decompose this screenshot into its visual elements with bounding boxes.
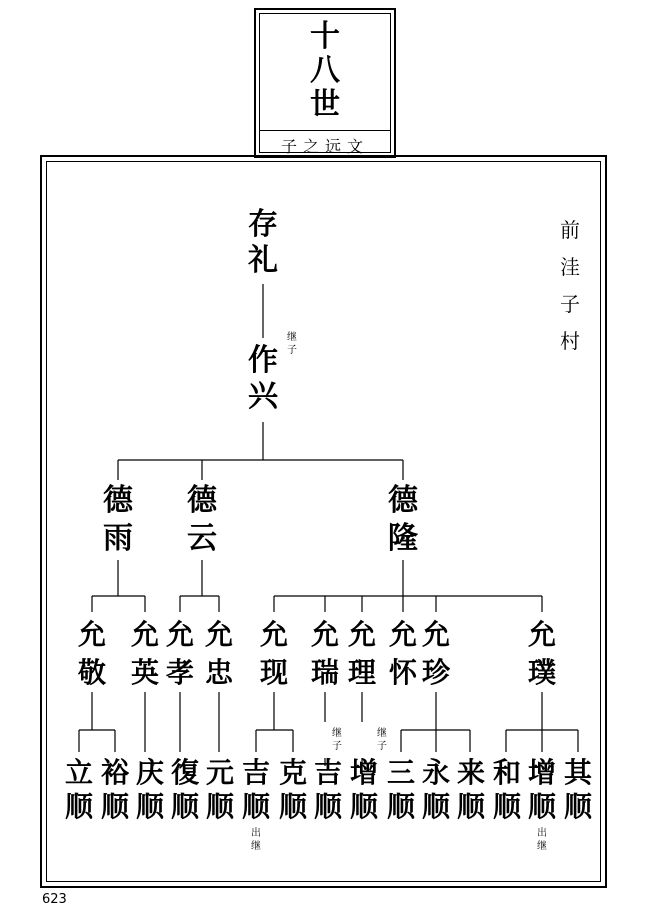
person-name-char: 璞 — [527, 656, 556, 689]
village-char: 洼 — [560, 255, 580, 279]
person-name-char: 怀 — [388, 656, 417, 689]
person-name-char: 允 — [527, 618, 556, 651]
adoption-note: 子 — [287, 345, 297, 356]
village-char: 前 — [560, 218, 580, 242]
person-name-char: 存 — [248, 207, 278, 242]
person-name-char: 吉 — [313, 756, 342, 789]
person-name-char: 和 — [492, 756, 521, 789]
person-name-char: 来 — [456, 756, 485, 789]
person-name-char: 德 — [187, 483, 217, 518]
person-name-char: 顺 — [349, 790, 378, 823]
adoption-out-note: 出 — [251, 828, 261, 839]
person-name-char: 顺 — [386, 790, 415, 823]
person-name-char: 顺 — [100, 790, 129, 823]
adoption-note: 继 — [377, 728, 387, 739]
person-name-char: 允 — [347, 618, 376, 651]
person-name-char: 立 — [64, 756, 93, 789]
person-name-char: 瑞 — [310, 656, 339, 689]
person-name-char: 克 — [278, 756, 307, 789]
person-name-char: 吉 — [241, 756, 270, 789]
person-name-char: 作 — [248, 343, 278, 378]
person-name-char: 云 — [187, 521, 217, 556]
person-name-char: 允 — [165, 618, 194, 651]
person-name-char: 顺 — [313, 790, 342, 823]
person-name-char: 孝 — [165, 656, 194, 689]
person-name-char: 顺 — [421, 790, 450, 823]
person-name-char: 顺 — [456, 790, 485, 823]
person-name-char: 增 — [349, 756, 378, 789]
person-name-char: 復 — [170, 756, 199, 789]
person-name-char: 允 — [421, 618, 450, 651]
village-char: 子 — [560, 292, 580, 316]
generation-char: 世 — [310, 87, 340, 122]
person-name-char: 雨 — [103, 521, 133, 556]
person-name-char: 其 — [563, 756, 592, 789]
generation-char: 八 — [310, 53, 340, 88]
person-name-char: 允 — [388, 618, 417, 651]
adoption-note: 子 — [332, 741, 342, 752]
person-name-char: 顺 — [135, 790, 164, 823]
adoption-note: 继 — [287, 332, 297, 343]
person-name-char: 兴 — [248, 379, 278, 414]
person-name-char: 允 — [204, 618, 233, 651]
person-name-char: 德 — [388, 483, 418, 518]
person-name-char: 隆 — [388, 521, 418, 556]
person-name-char: 理 — [347, 656, 376, 689]
person-name-char: 德 — [103, 483, 133, 518]
branch-subtitle: 子之远文 — [280, 137, 369, 156]
person-name-char: 允 — [259, 618, 288, 651]
person-name-char: 顺 — [170, 790, 199, 823]
person-name-char: 顺 — [527, 790, 556, 823]
person-name-char: 顺 — [64, 790, 93, 823]
person-name-char: 增 — [527, 756, 556, 789]
person-name-char: 敬 — [77, 656, 106, 689]
person-name-char: 忠 — [204, 656, 233, 689]
person-name-char: 庆 — [135, 756, 164, 789]
adoption-out-note: 出 — [537, 828, 547, 839]
person-name-char: 顺 — [241, 790, 270, 823]
adoption-note: 继 — [332, 728, 342, 739]
person-name-char: 三 — [386, 756, 415, 789]
person-name-char: 元 — [205, 756, 234, 789]
person-name-char: 礼 — [248, 243, 278, 278]
person-name-char: 顺 — [492, 790, 521, 823]
person-name-char: 现 — [259, 656, 288, 689]
adoption-note: 子 — [377, 741, 387, 752]
village-char: 村 — [560, 329, 580, 353]
person-name-char: 顺 — [563, 790, 592, 823]
person-name-char: 允 — [310, 618, 339, 651]
person-name-char: 永 — [421, 756, 450, 789]
adoption-out-note: 继 — [537, 841, 547, 852]
person-name-char: 顺 — [278, 790, 307, 823]
adoption-out-note: 继 — [251, 841, 261, 852]
person-name-char: 英 — [130, 656, 159, 689]
person-name-char: 顺 — [205, 790, 234, 823]
page-number: 623 — [42, 892, 67, 907]
generation-char: 十 — [310, 19, 340, 54]
person-name-char: 裕 — [100, 756, 129, 789]
person-name-char: 珍 — [421, 656, 450, 689]
person-name-char: 允 — [77, 618, 106, 651]
person-name-char: 允 — [130, 618, 159, 651]
